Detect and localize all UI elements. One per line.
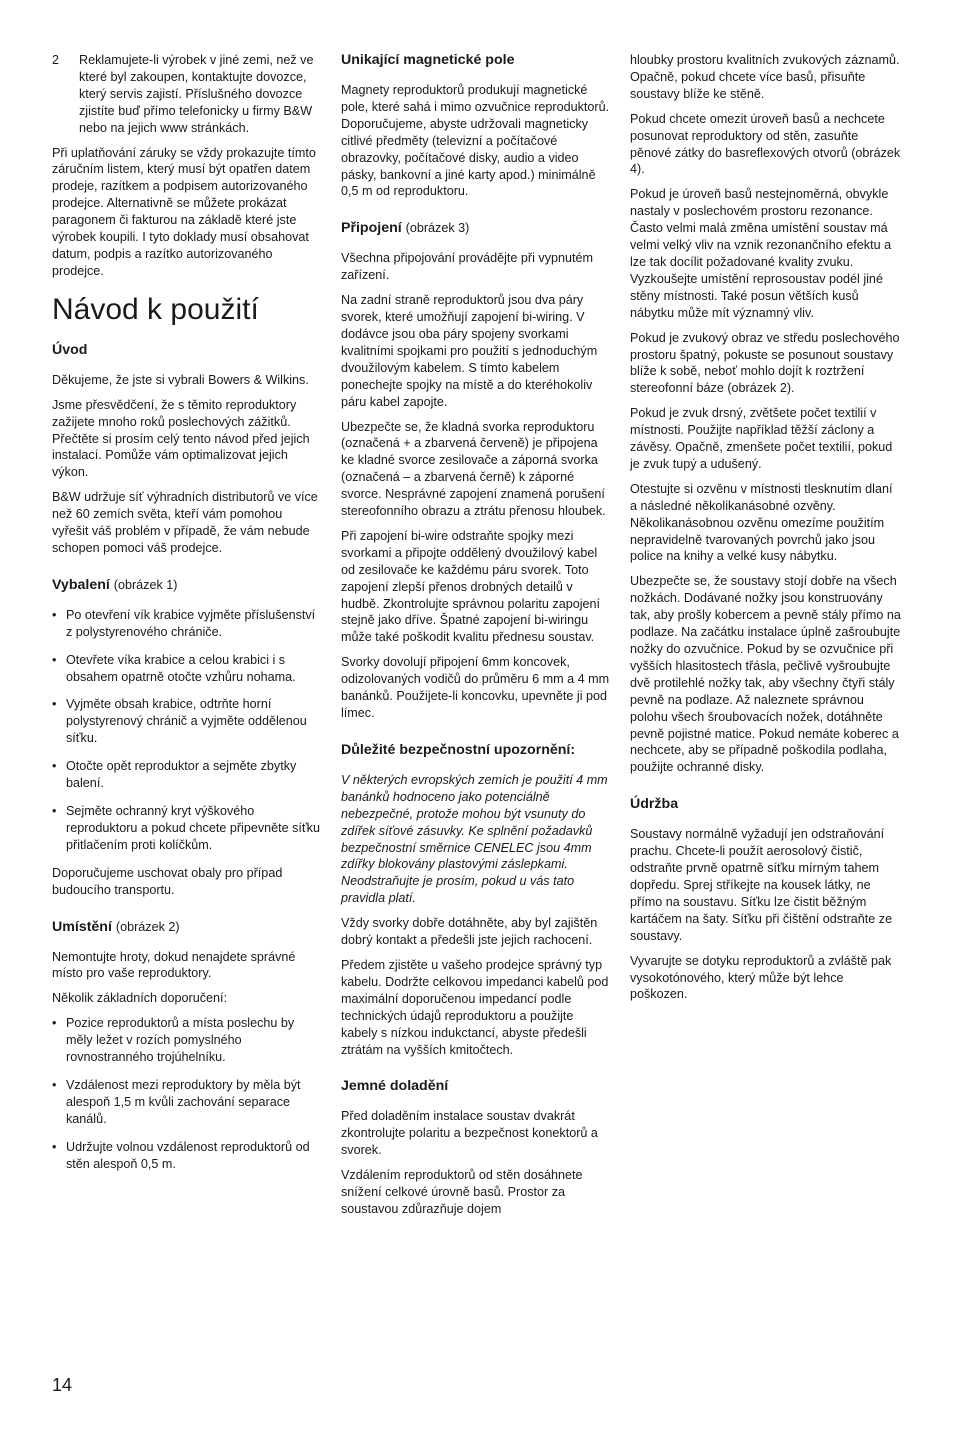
maintenance-heading: Údržba	[630, 796, 679, 813]
placement-paragraph-2: Několik základních doporučení:	[52, 991, 228, 1006]
column-middle	[341, 52, 613, 1226]
placement-heading	[52, 919, 322, 936]
unpacking-heading-text: Vybalení	[52, 576, 110, 593]
unpacking-list-item: • Otevřete víka krabice a celou krabici i s obsahem opatrně otočte vzhůru nohama.	[52, 652, 322, 686]
connection-paragraph-1: Všechna připojování provádějte při vypnutém zařízení.	[341, 251, 594, 283]
finetune-paragraph-5: Pokud je úroveň basů nestejnoměrná, obvykle nastaly v poslechovém prostoru rezonance. Často velmi malá změna umístění soustav má velmi velký vliv na vznik rezonančního efektu a lze tak docílit požadované kvality zvuku. Vyzkoušejte umístění reprosoustav podél jiné stěny místnosti. Také posun větších kusů nábytku může mít významný vliv.	[630, 187, 892, 320]
safety-warning: V některých evropských zemích je použití 4 mm banánků hodnoceno jako potenciálně nebezpečné, protože mohou být vsunuty do zdířek síťové zásuvky. Ke splnění požadavků bezpečnostní směrnice CENELEC jsou 4mm zdířky blokovány plastovými záslepkami. Neodstraňujte je prosím, pokud u vás tato pravidla platí.	[341, 772, 608, 906]
maintenance-paragraph-1: Soustavy normálně vyžadují jen odstraňování prachu. Chcete-li použít aerosolový čistič, odstraňte prvně opatrně síťku mírným tahem dopředu. Sprej stříkejte na kousek látky, ne přímo na soustavu. Síťku lze čistit běžným kartáčem na šaty. Síťku při čištění odstraňte ze soustavy.	[630, 827, 893, 943]
connection-paragraph-2: Na zadní straně reproduktorů jsou dva páry svorek, které umožňují zapojení bi-wiring. V dodávce jsou oba páry spojeny svorkami kvalitními spojkami pro použití s jednoduchým dvoužilovým kabelem. S tímto kabelem ponechejte spojky na místě a do kteréhokoliv páru kabel zapojte.	[341, 293, 598, 409]
safety-paragraph-2: Předem zjistěte u vašeho prodejce správný typ kabelu. Dodržte celkovou impedanci kabelů pod maximální doporučenou impedancí podle technických údajů reproduktoru a použijte kabely s nízkou indukctancí, abyste předešli ztrátám na vyšších kmitočtech.	[341, 957, 609, 1057]
safety-heading: Důležité bezpečnostní upozornění:	[341, 741, 576, 758]
unpacking-list-item: • Sejměte ochranný kryt výškového reproduktoru a pokud chcete připevněte síťku přitlačením proti kolíčkům.	[52, 803, 322, 854]
unpacking-heading	[52, 577, 322, 594]
warranty-item-2	[52, 52, 322, 137]
placement-list-item: • Vzdálenost mezi reproduktory by měla být alespoň 1,5 m kvůli zachování separace kanálů.	[52, 1077, 322, 1128]
column-right	[630, 52, 902, 1011]
finetune-paragraph-7: Pokud je zvuk drsný, zvětšete počet textilií v místnosti. Použijte například těžší záclony a závěsy. Opačně, zmenšete počet textilií, pokud je zvuk tupý a udušený.	[630, 406, 893, 471]
connection-paragraph-4: Při zapojení bi-wire odstraňte spojky mezi svorkami a připojte oddělený dvoužilový kabel od zesilovače ke každému páru svorek. Toto zapojení zlepší přenos drobných detailů v hudbě. Zkontrolujte správnou polaritu zapojení stejně jako dříve. Špatné zapojení bi-wiringu může také poškodit kvalitu přednesu soustav.	[341, 528, 601, 645]
column-left	[52, 52, 322, 1184]
magnetic-heading: Unikající magnetické pole	[341, 52, 515, 68]
manual-title: Návod k použití	[52, 292, 259, 326]
placement-figure-note: (obrázek 2)	[115, 919, 180, 934]
placement-heading-text: Umístění	[52, 918, 112, 935]
page-number: 14	[52, 1375, 73, 1395]
connection-paragraph-5: Svorky dovolují připojení 6mm koncovek, odizolovaných vodičů do průměru 6 mm a 4 mm banánků. Použijete-li koncovku, upevněte ji pod límec.	[341, 655, 610, 720]
intro-paragraph-1: Děkujeme, že jste si vybrali Bowers & Wilkins.	[52, 372, 309, 387]
magnetic-paragraph: Magnety reproduktorů produkují magnetické pole, které sahá i mimo ozvučnice reproduktorů. Doporučujeme, abyste udržovali magneticky citlivé předměty (televizní a počítačové obrazovky, počítačové disky, audio a video pásky, bankovní a jiné karty apod.) minimálně 0,5 m od reproduktoru.	[341, 83, 610, 199]
unpacking-figure-note: (obrázek 1)	[113, 577, 178, 592]
intro-paragraph-3: B&W udržuje síť výhradních distributorů ve více než 60 zemích světa, kteří vám pomohou vyřešit váš problém v případě, že vám nebude schopen pomoci váš prodejce.	[52, 490, 318, 555]
finetune-paragraph-6: Pokud je zvukový obraz ve středu poslechového prostoru špatný, pokuste se posunout soustavy blíže k sobě, neboť mohlo dojít k roztržení stereofonní báze (obrázek 2).	[630, 330, 900, 396]
safety-paragraph-1: Vždy svorky dobře dotáhněte, aby byl zajištěn dobrý kontakt a předešli jste jejich rachocení.	[341, 916, 598, 948]
finetune-paragraph-3: hloubky prostoru kvalitních zvukových záznamů. Opačně, pokud chcete více basů, přisuňte soustavy blíže ke stěně.	[630, 53, 900, 101]
placement-list	[52, 1015, 322, 1172]
finetune-paragraph-9: Ubezpečte se, že soustavy stojí dobře na všech nožkách. Dodávané nožky jsou konstruovány tak, aby prošly kobercem a pevně stály přímo na podlaze. Na začátku instalace úplně zašroubujte nožky do ozvučnice. Pokud by se ozvučnice při vyšších hlasitostech třásla, pečlivě vyšroubujte dvě protilehlé nožky tak, aby všechny čtyři stály pevně na podlaze. Až naleznete správnou polohu všech šroubovacích nožek, dotáhněte pevně pojistné matice. Pokud nemáte koberec a nechcete, aby se případně poškodila podlaha, použijte ochranné disky.	[630, 574, 901, 775]
finetune-paragraph-4: Pokud chcete omezit úroveň basů a nechcete posunovat reproduktory od stěn, zasuňte pěnové zátky do basreflexových otvorů (obrázek 4).	[630, 111, 901, 177]
unpacking-list	[52, 607, 322, 854]
connection-paragraph-3: Ubezpečte se, že kladná svorka reproduktoru (označená + a zbarvená červeně) je připojena ke kladné svorce zesilovače a záporná svorka (označená – a zbarvená černě) k záporné svorce. Nesprávné zapojení znamená porušení stereofonního obrazu a ztrátu přenosu hloubek.	[341, 419, 606, 519]
finetune-heading: Jemné doladění	[341, 1078, 449, 1095]
warranty-paragraph: Při uplatňování záruky se vždy prokazujte tímto záručním listem, který musí být opatřen datem prodeje, razítkem a podpisem autorizovaného prodejce. Alternativně se můžete prokázat paragonem či fakturou na základě které jste výrobek koupili. I tyto doklady musí obsahovat datum, podpis a razítko autorizovaného prodejce.	[52, 145, 316, 278]
warranty-item-number: 2	[52, 53, 60, 67]
unpacking-list-item: • Vyjměte obsah krabice, odtrňte horní polystyrenový chránič a vyjměte oddělenou síťku.	[52, 696, 322, 747]
finetune-paragraph-8: Otestujte si ozvěnu v místnosti tlesknutím dlaní a následné několikanásobné ozvěny. Několikanásobnou ozvěnu omezíme použitím nepravidelně tvarovaných povrchů jako jsou police na knihy a velké kusy nábytku.	[630, 481, 893, 564]
unpacking-list-item: • Po otevření vík krabice vyjměte příslušenství z polystyrenového chrániče.	[52, 607, 322, 641]
maintenance-paragraph-2: Vyvarujte se dotyku reproduktorů a zvláště pak vysokotónového, který může být lehce poškozen.	[630, 953, 892, 1002]
placement-list-item: • Pozice reproduktorů a místa poslechu by měly ležet v rozích pomyslného rovnostranného trojúhelníku.	[52, 1015, 322, 1066]
finetune-paragraph-2: Vzdálením reproduktorů od stěn dosáhnete snížení celkové úrovně basů. Prostor za soustavou zdůrazňuje dojem	[341, 1168, 583, 1216]
connection-heading	[341, 220, 613, 237]
warranty-item-text: Reklamujete-li výrobek v jiné zemi, než ve které byl zakoupen, kontaktujte dovozce, který servis zajistí. Příslušného dovozce zjistíte buď přímo telefonicky u firmy B&W nebo na jejich www stránkách.	[79, 53, 314, 135]
connection-heading-text: Připojení	[341, 220, 402, 237]
finetune-paragraph-1: Před doladěním instalace soustav dvakrát zkontrolujte polaritu a bezpečnost konektorů a svorek.	[341, 1109, 598, 1158]
intro-heading: Úvod	[52, 341, 88, 358]
placement-list-item: • Udržujte volnou vzdálenost reproduktorů od stěn alespoň 0,5 m.	[52, 1139, 322, 1173]
intro-paragraph-2: Jsme přesvědčení, že s těmito reproduktory zažijete mnoho roků poslechových zážitků. Přečtěte si prosím celý tento návod před jejich instalací. Pomůže vám optimalizovat jejich výkon.	[52, 397, 310, 480]
connection-figure-note: (obrázek 3)	[405, 221, 470, 236]
unpacking-closing: Doporučujeme uschovat obaly pro případ budoucího transportu.	[52, 865, 283, 897]
placement-paragraph-1: Nemontujte hroty, dokud nenajdete správné místo pro vaše reproduktory.	[52, 949, 296, 981]
unpacking-list-item: • Otočte opět reproduktor a sejměte zbytky balení.	[52, 758, 322, 792]
